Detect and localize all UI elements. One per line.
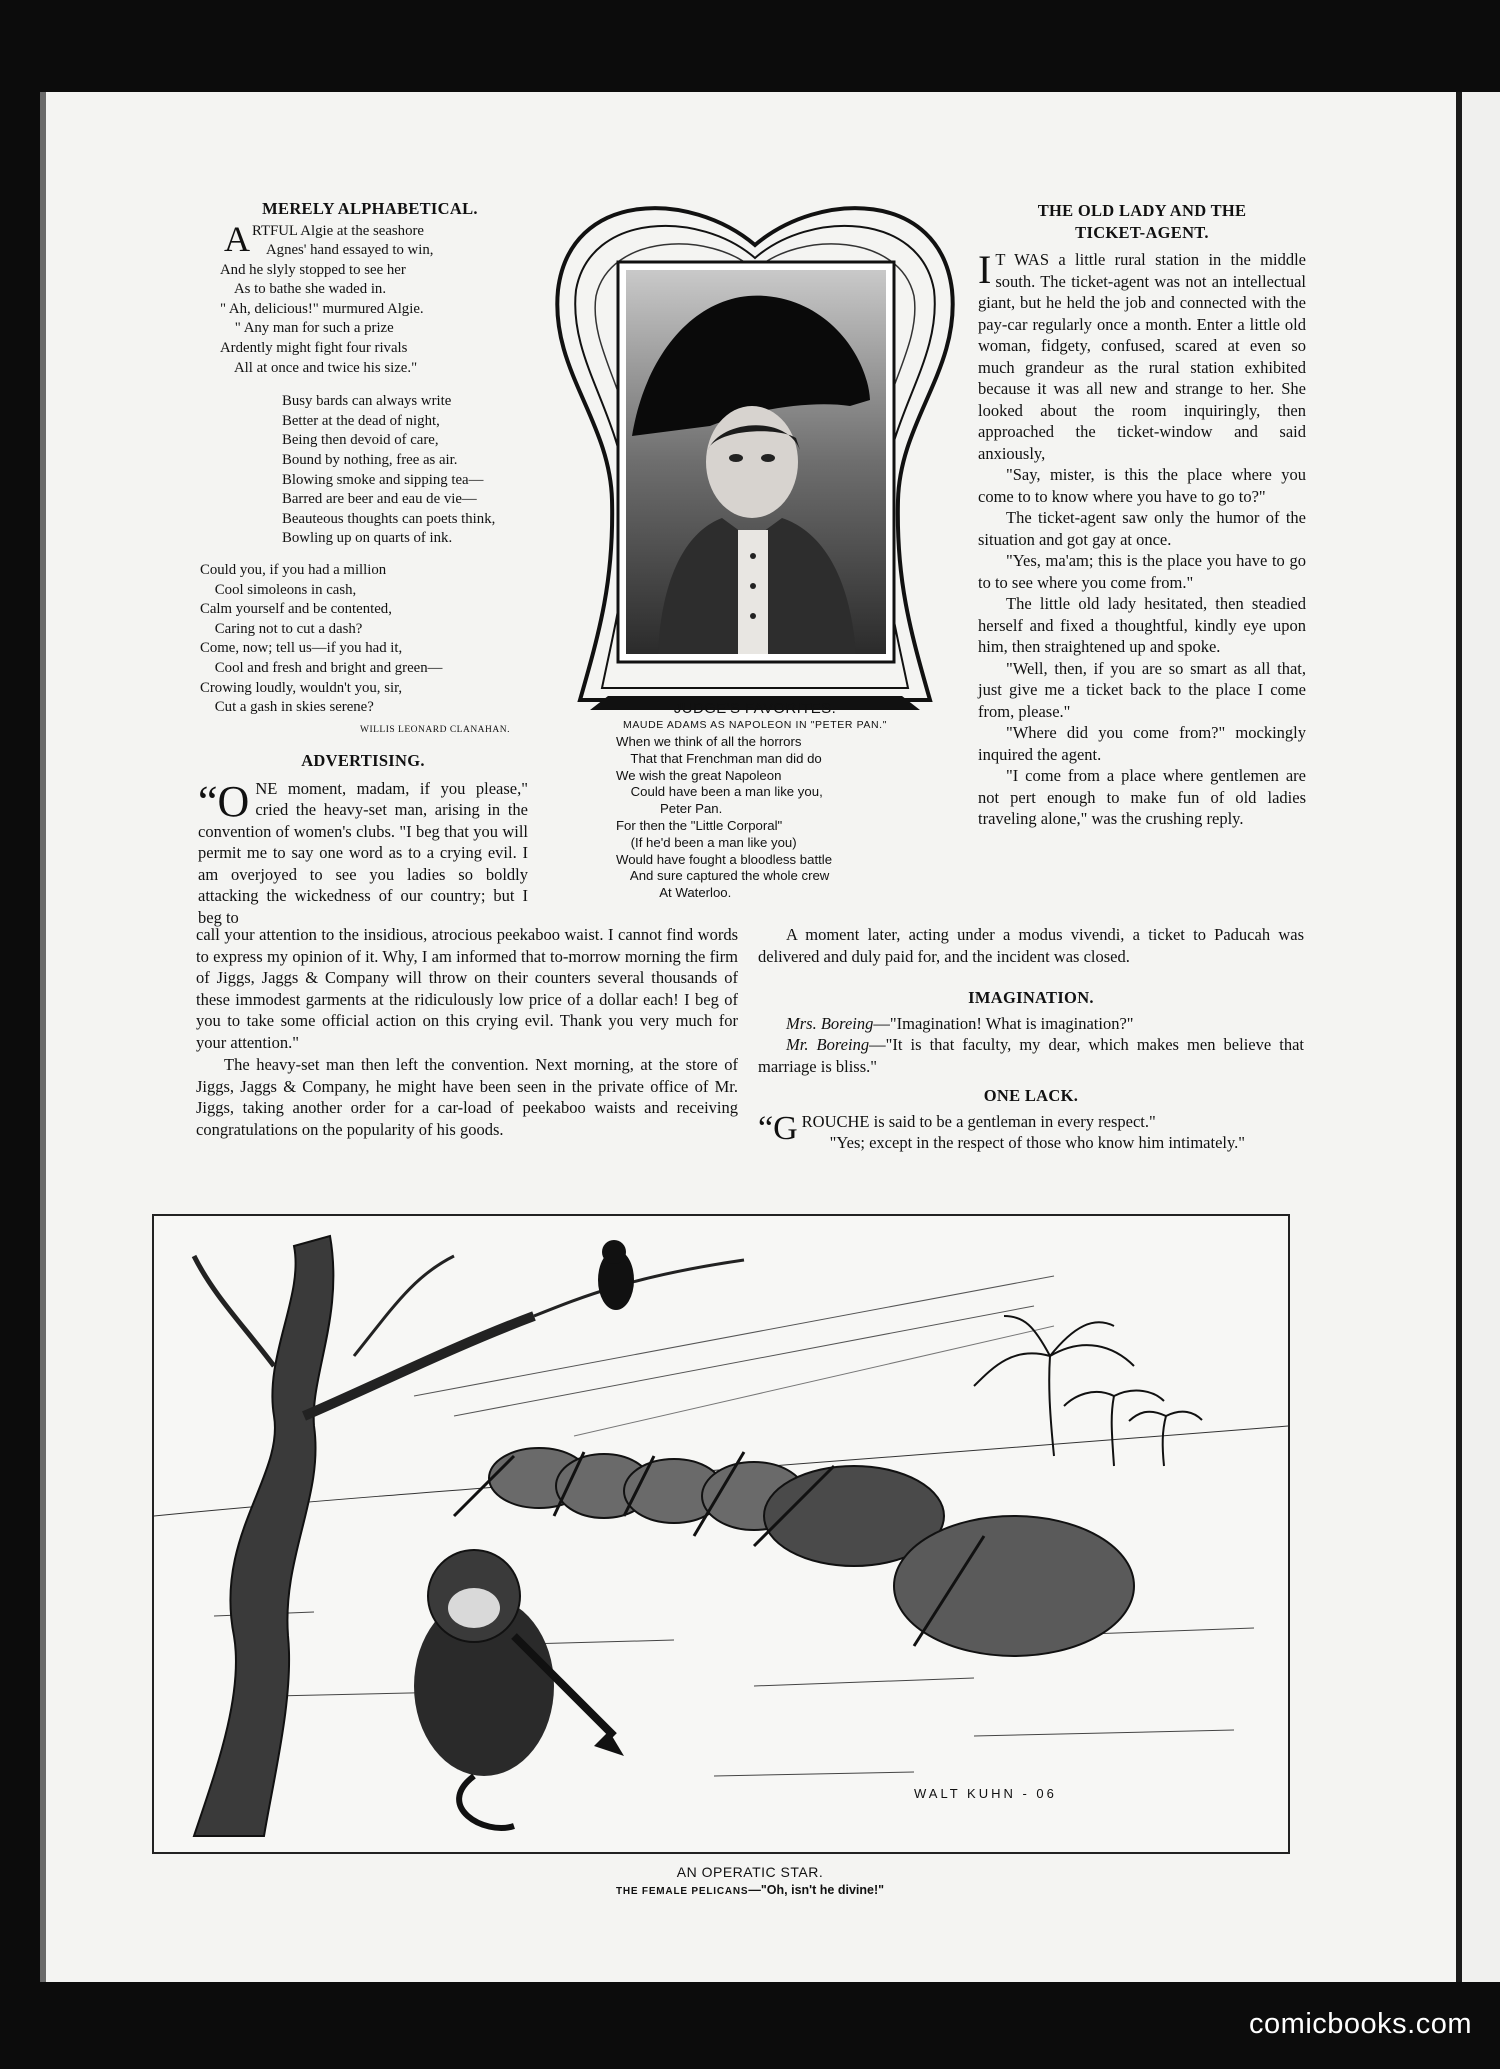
watermark: comicbooks.com	[1249, 2008, 1472, 2040]
old-lady-paragraph-2: "Say, mister, is this the place where you come to to know where you have to go to?"	[978, 465, 1306, 506]
advertising-drop-cap: “O	[198, 776, 250, 826]
old-lady-paragraph-1: I T WAS a little rural station in the middle south. The ticket-agent was not an intellectual giant, but he held the job and connected with the pay-car regularly once a month. Enter a little old woman, fidgety, confused, scared at even so much grandeur as the rural station exhibited because it was all new and strange to her. She looked about the room inquiringly, then approached the ticket-window and said anxiously,	[978, 247, 1306, 463]
merely-stanza-1: RTFUL Algie at the seashore Agnes' hand essayed to win, And he slyly stopped to see her As to bathe she waded in. " Ah, delicious!" murmured Algie. " Any man for such a prize Ardently might fight four rivals All at once and twice his size."	[220, 222, 434, 376]
imagination-title: IMAGINATION.	[968, 988, 1094, 1007]
merely-author: WILLIS LEONARD CLANAHAN.	[360, 724, 510, 735]
right-lower-section	[758, 924, 1304, 1154]
old-lady-title-line-2: TICKET-AGENT.	[1075, 222, 1209, 242]
old-lady-paragraph-9: A moment later, acting under a modus vivendi, a ticket to Paducah was delivered and duly paid for, and the incident was closed.	[758, 925, 1304, 966]
advertising-paragraph-2: The heavy-set man then left the convention. Next morning, at the store of Jiggs, Jaggs & Company, he might have been seen in the private office of Mr. Jiggs, taking another order for a car-load of peekaboo waists and receiving congratulations on the popularity of his goods.	[196, 1055, 738, 1139]
merely-stanza-2: Busy bards can always write Better at the dead of night, Being then devoid of care, Bound by nothing, free as air. Blowing smoke and sipping tea— Barred are beer and eau de vie— Beauteous thoughts can poets think, Bowling up on quarts of ink.	[282, 393, 496, 547]
old-lady-paragraph-7: "Where did you come from?" mockingly inquired the agent.	[978, 723, 1306, 764]
one-lack-paragraph-1: “GROUCHE is said to be a gentleman in every respect."	[758, 1109, 1156, 1147]
advertising-continued	[196, 924, 738, 1140]
cartoon-caption	[520, 1864, 980, 1897]
merely-stanza-3: Could you, if you had a million Cool simoleons in cash, Calm yourself and be contented, Caring not to cut a dash? Come, now; tell us—if you had it, Cool and fresh and bright and green— Crowing loudly, wouldn't you, sir, Cut a gash in skies serene?	[200, 562, 443, 716]
favorites-title: JUDGE'S FAVORITES.	[673, 700, 837, 717]
one-lack-paragraph-2: "Yes; except in the respect of those who know him intimately."	[829, 1133, 1246, 1152]
old-lady-paragraph-5: The little old lady hesitated, then steadied herself and fixed a thoughtful, kindly eye upon him, then straightened up and spoke.	[978, 594, 1306, 656]
cartoon-drawing	[154, 1216, 1288, 1852]
cartoon-caption-line: THE FEMALE PELICANS—"Oh, isn't he divine!"	[615, 1883, 885, 1897]
favorites-poem: When we think of all the horrors That that Frenchman man did do We wish the great Napoleon Could have been a man like you, Peter Pan. For then the "Little Corporal" (If he'd been a man like you) Would have fought a bloodless battle And sure captured the whole crew At Waterloo.	[616, 734, 833, 901]
cartoon-caption-title: AN OPERATIC STAR.	[676, 1864, 824, 1880]
favorites-subtitle: MAUDE ADAMS AS NAPOLEON IN "PETER PAN."	[622, 719, 888, 731]
cartoon-signature: WALT KUHN - 06	[914, 1786, 1057, 1801]
advertising-section	[198, 750, 528, 928]
old-lady-section	[978, 200, 1306, 830]
merely-alphabetical-section	[200, 198, 530, 741]
old-lady-paragraph-8: "I come from a place where gentlemen are not pert enough to make fun of old ladies traveling alone," was the crushing reply.	[978, 766, 1306, 828]
merely-title: MERELY ALPHABETICAL.	[262, 199, 478, 218]
next-page-edge	[1462, 92, 1500, 1982]
old-lady-paragraph-6: "Well, then, if you are so smart as all that, just give me a ticket back to the place I come from, please."	[978, 658, 1306, 721]
advertising-paragraph-1a: “ONE moment, madam, if you please," cried the heavy-set man, arising in the convention of women's clubs. "I beg that you will permit me to say one word as to a crying evil. I am overjoyed to see you ladies so boldly attacking the wickedness of our country; but I beg to	[198, 776, 528, 927]
advertising-title: ADVERTISING.	[301, 751, 425, 770]
old-lady-paragraph-4: "Yes, ma'am; this is the place you have to go to to see where you come from."	[978, 551, 1306, 592]
one-lack-drop-cap: “G	[758, 1109, 798, 1147]
old-lady-paragraph-3: The ticket-agent saw only the humor of the situation and got gay at once.	[978, 508, 1306, 549]
imagination-line-1: Mrs. Boreing—"Imagination! What is imagination?"	[786, 1013, 1134, 1033]
old-lady-title-line-1: THE OLD LADY AND THE	[1037, 201, 1247, 220]
merely-drop-cap: A	[224, 218, 250, 259]
cartoon-illustration	[152, 1214, 1290, 1854]
portrait-frame	[550, 200, 960, 710]
old-lady-drop-cap: I	[978, 247, 992, 292]
one-lack-title: ONE LACK.	[983, 1086, 1079, 1105]
imagination-line-2: Mr. Boreing—"It is that faculty, my dear, which makes men believe that marriage is bliss."	[758, 1035, 1304, 1076]
advertising-paragraph-1b: call your attention to the insidious, atrocious peekaboo waist. I cannot find words to express my opinion of it. Why, I am informed that to-morrow morning the firm of Jiggs, Jaggs & Company will throw on their counters several thousands of these immodest garments at the ridiculously low price of a dollar each! I beg of you to take some official action on this crying evil. Thank you very much for your attention."	[196, 925, 738, 1052]
judges-favorites	[560, 700, 950, 902]
